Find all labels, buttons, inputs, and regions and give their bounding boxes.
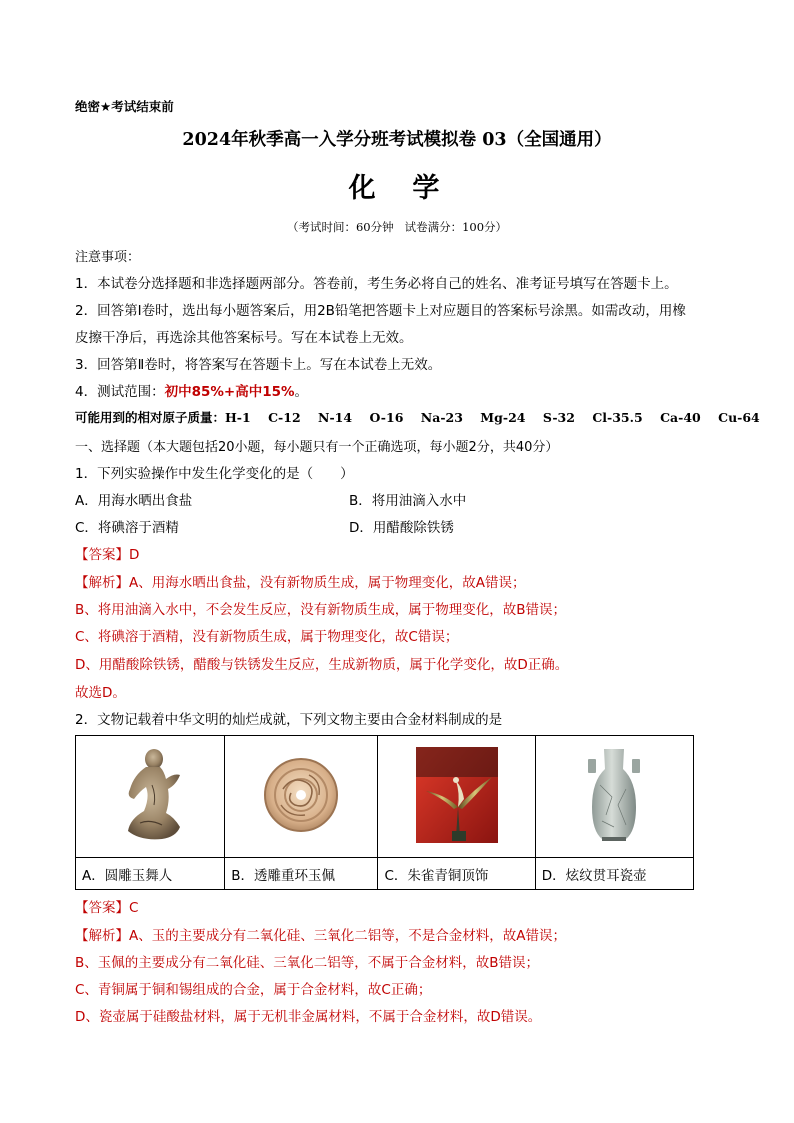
q2-stem: 2．文物记载着中华文明的灿烂成就，下列文物主要由合金材料制成的是 bbox=[75, 712, 503, 728]
q1-option-c: C．将碘溶于酒精 bbox=[75, 520, 179, 536]
answer-value: C bbox=[129, 900, 139, 916]
q1-conclusion: 故选D。 bbox=[75, 685, 126, 701]
q1-stem: 1．下列实验操作中发生化学变化的是（ ） bbox=[75, 466, 354, 482]
q2-analysis-3: C、青铜属于铜和锡组成的合金，属于合金材料，故C正确； bbox=[75, 982, 432, 998]
image-cell-a bbox=[76, 736, 225, 858]
q2-options-table bbox=[75, 735, 694, 890]
answer-label: 【答案】 bbox=[75, 900, 129, 916]
q1-option-a: A．用海水晒出食盐 bbox=[75, 493, 193, 509]
exam-title: 2024年秋季高一入学分班考试模拟卷 03（全国通用） bbox=[182, 130, 612, 150]
note-4-label: 4．测试范围： bbox=[75, 384, 165, 400]
q1-option-d: D．用醋酸除铁锈 bbox=[349, 520, 454, 536]
answer-label: 【答案】 bbox=[75, 547, 129, 563]
jade-dancer-figure bbox=[110, 745, 190, 845]
answer-value: D bbox=[129, 547, 140, 563]
q1-analysis-2: B、将用油滴入水中，不会发生反应，没有新物质生成，属于物理变化，故B错误； bbox=[75, 602, 567, 618]
note-4-suffix: 。 bbox=[294, 384, 309, 400]
analysis-text: A、用海水晒出食盐，没有新物质生成，属于物理变化，故A错误； bbox=[129, 575, 526, 591]
atomic-mass-list: 可能用到的相对原子质量：H-1 C-12 N-14 O-16 Na-23 Mg-24 S-32 Cl-35.5 Ca-40 Cu-64 bbox=[75, 410, 760, 425]
note-1: 1．本试卷分选择题和非选择题两部分。答卷前，考生务必将自己的姓名、准考证号填写在答题卡上。 bbox=[75, 276, 678, 292]
q1-option-b: B．将用油滴入水中 bbox=[349, 493, 467, 509]
note-4 bbox=[75, 380, 308, 400]
section-heading: 一、选择题（本大题包括20小题，每小题只有一个正确选项，每小题2分，共40分） bbox=[75, 440, 559, 455]
q1-analysis-1 bbox=[75, 571, 525, 591]
jade-pendant-ring bbox=[261, 755, 341, 835]
subject-title: 化 学 bbox=[348, 173, 446, 204]
bronze-bird-ornament bbox=[416, 747, 498, 843]
analysis-label: 【解析】 bbox=[75, 928, 129, 944]
notes-heading: 注意事项： bbox=[75, 250, 141, 265]
q1-answer bbox=[75, 543, 139, 563]
analysis-label: 【解析】 bbox=[75, 575, 129, 591]
exam-info: （考试时间：60分钟 试卷满分：100分） bbox=[286, 220, 508, 234]
note-2-line-1: 2．回答第Ⅰ卷时，选出每小题答案后，用2B铅笔把答题卡上对应题目的答案标号涂黑。如需改动，用橡 bbox=[75, 303, 686, 319]
confidential-mark: 绝密★考试结束前 bbox=[75, 99, 174, 114]
q2-option-b: B．透雕重环玉佩 bbox=[225, 858, 378, 890]
q2-analysis-4: D、瓷壶属于硅酸盐材料，属于无机非金属材料，不属于合金材料，故D错误。 bbox=[75, 1009, 542, 1025]
celadon-porcelain-vase bbox=[582, 745, 646, 845]
note-3: 3．回答第Ⅱ卷时，将答案写在答题卡上。写在本试卷上无效。 bbox=[75, 357, 442, 373]
analysis-text: A、玉的主要成分有二氧化硅、三氧化二铝等，不是合金材料，故A错误； bbox=[129, 928, 566, 944]
test-scope: 初中85%+高中15% bbox=[164, 384, 295, 400]
q2-answer bbox=[75, 896, 138, 916]
image-cell-c bbox=[378, 736, 535, 858]
image-cell-b bbox=[225, 736, 378, 858]
q2-analysis-2: B、玉佩的主要成分有二氧化硅、三氧化二铝等，不属于合金材料，故B错误； bbox=[75, 955, 540, 971]
image-cell-d bbox=[535, 736, 693, 858]
q2-analysis-1 bbox=[75, 924, 566, 944]
q1-analysis-3: C、将碘溶于酒精，没有新物质生成，属于物理变化，故C错误； bbox=[75, 629, 459, 645]
q1-analysis-4: D、用醋酸除铁锈，醋酸与铁锈发生反应，生成新物质，属于化学变化，故D正确。 bbox=[75, 657, 569, 673]
q2-option-c: C．朱雀青铜顶饰 bbox=[378, 858, 535, 890]
q2-option-a: A．圆雕玉舞人 bbox=[76, 858, 225, 890]
note-2-line-2: 皮擦干净后，再选涂其他答案标号。写在本试卷上无效。 bbox=[75, 330, 413, 346]
q2-option-d: D．炫纹贯耳瓷壶 bbox=[535, 858, 693, 890]
